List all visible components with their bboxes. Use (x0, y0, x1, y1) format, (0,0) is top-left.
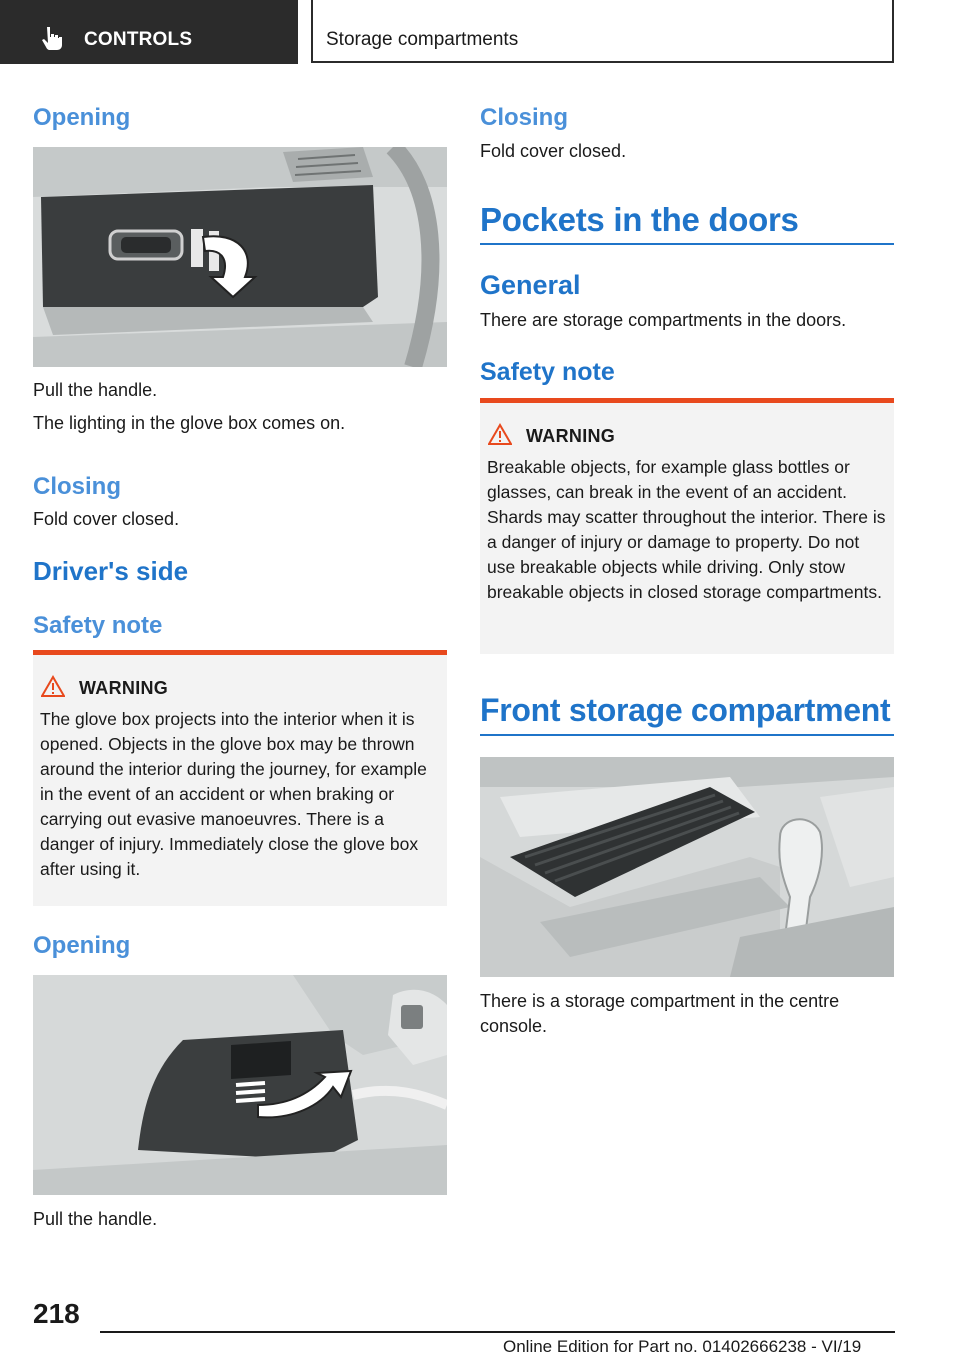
opening-heading-2: Opening (33, 932, 131, 959)
closing-text: Fold cover closed. (33, 509, 180, 529)
hand-pointer-icon (38, 24, 66, 52)
section-tab (0, 0, 298, 64)
page-number: 218 (33, 1298, 80, 1329)
general-heading: General (480, 270, 581, 300)
warning-text: The glove box projects into the interior when it is opened. Objects in the glove box may be thrown around the interior during the journey, for example in the event of an accident or when braking or carrying out evasive manoeuvres. There is a danger of injury. Immediately close the glove box after using it. (40, 709, 427, 879)
chapter-header (311, 0, 894, 63)
warning-title: WARNING (79, 678, 169, 698)
front-storage-heading-rule (480, 734, 894, 736)
edition-text: Online Edition for Part no. 01402666238 - VI/19 (503, 1337, 862, 1356)
chapter-title: Storage compartments (326, 29, 519, 50)
safety-note-heading-right: Safety note (480, 358, 615, 386)
warning-title-right: WARNING (526, 426, 616, 446)
drivers-side-heading: Driver's side (33, 556, 189, 586)
safety-note-heading: Safety note (33, 612, 163, 639)
glove-box-opening-illustration (33, 147, 447, 367)
general-text: There are storage compartments in the doors. (480, 310, 847, 330)
opening-text-2: Pull the handle. (33, 1209, 158, 1229)
drivers-glove-box-illustration (33, 975, 447, 1195)
opening-step-2: The lighting in the glove box comes on. (33, 413, 346, 433)
pockets-heading-rule (480, 243, 894, 245)
section-label: CONTROLS (84, 29, 193, 50)
warning-box (33, 650, 447, 906)
footer-rule (100, 1331, 895, 1333)
warning-triangle-icon (488, 423, 512, 445)
warning-box-right (480, 398, 894, 654)
warning-triangle-icon (41, 675, 65, 697)
front-storage-heading: Front storage compartment (480, 692, 891, 728)
opening-step-1: Pull the handle. (33, 380, 158, 400)
opening-heading: Opening (33, 104, 131, 131)
closing-heading: Closing (33, 473, 121, 500)
warning-text-right: Breakable objects, for example glass bottles or glasses, can break in the event of an accident. Shards may scatter throughout the interior. There is a danger of injury or damage to property. Do not use breakable objects while driving. Only stow breakable objects in closed storage compartments. (487, 457, 886, 602)
front-storage-text: There is a storage compartment in the centre console. (480, 991, 840, 1036)
closing-heading-right: Closing (480, 104, 568, 131)
pockets-heading: Pockets in the doors (480, 201, 799, 238)
centre-console-storage-illustration (480, 757, 894, 977)
closing-text-right: Fold cover closed. (480, 141, 627, 161)
